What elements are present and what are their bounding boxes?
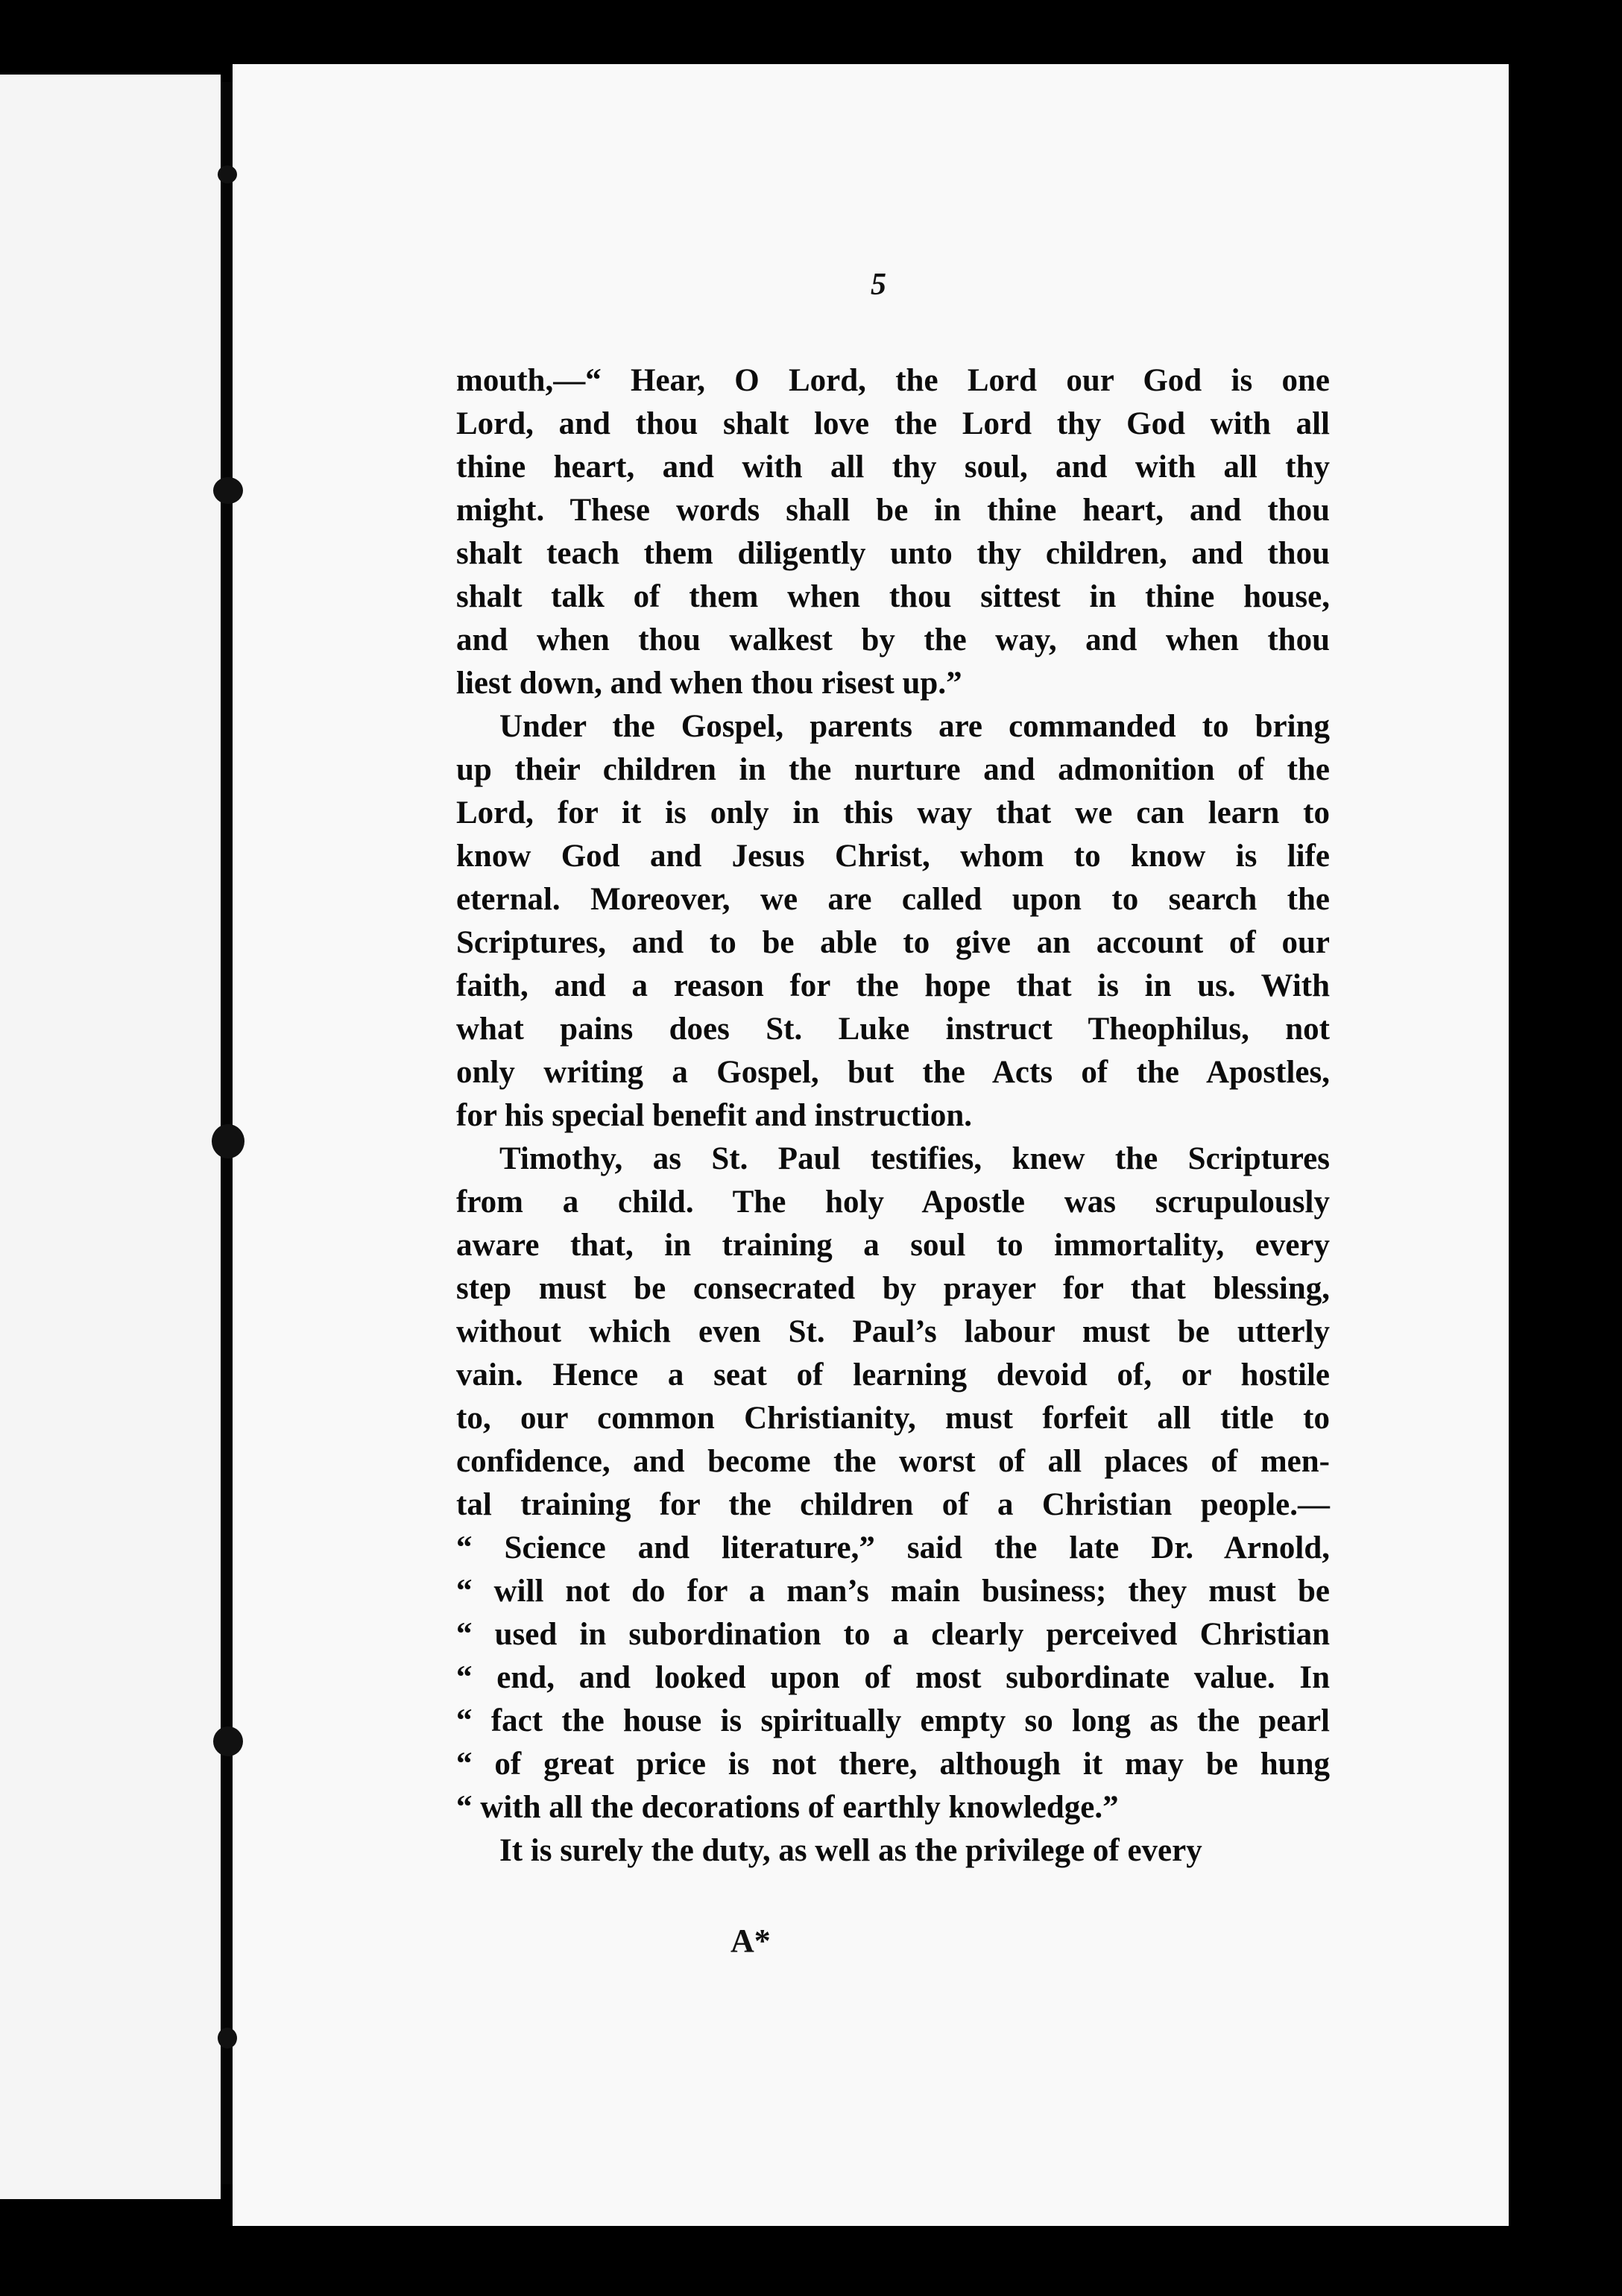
binding-mark-2 <box>213 477 243 504</box>
text-line: tal training for the children of a Christian people.— <box>456 1487 1330 1522</box>
text-line: “ of great price is not there, although it may be hung <box>456 1747 1330 1782</box>
text-line: to, our common Christianity, must forfeit all title to <box>456 1401 1330 1436</box>
text-line: might. These words shall be in thine heart, and thou <box>456 493 1330 528</box>
text-line: Scriptures, and to be able to give an account of our <box>456 925 1330 960</box>
text-line: from a child. The holy Apostle was scrupulously <box>456 1185 1330 1220</box>
text-line: step must be consecrated by prayer for that blessing, <box>456 1271 1330 1306</box>
binding-mark-3 <box>212 1124 244 1158</box>
text-line: thine heart, and with all thy soul, and with all thy <box>456 450 1330 485</box>
paragraph <box>456 1138 1330 1829</box>
text-line: Lord, and thou shalt love the Lord thy God with all <box>456 406 1330 441</box>
paragraph <box>456 1829 1330 1873</box>
text-line: for his special benefit and instruction. <box>456 1098 973 1133</box>
signature-mark: A* <box>730 1923 771 1959</box>
text-line: eternal. Moreover, we are called upon to search the <box>456 882 1330 917</box>
text-line: know God and Jesus Christ, whom to know is life <box>456 839 1330 874</box>
text-line: aware that, in training a soul to immortality, every <box>456 1228 1330 1263</box>
text-line: liest down, and when thou risest up.” <box>456 666 962 701</box>
text-line: only writing a Gospel, but the Acts of the Apostles, <box>456 1055 1330 1090</box>
text-line: “ fact the house is spiritually empty so long as the pearl <box>456 1703 1330 1738</box>
text-line: “ used in subordination to a clearly perceived Christian <box>456 1617 1330 1652</box>
text-line: “ end, and looked upon of most subordinate value. In <box>456 1660 1330 1695</box>
text-line: without which even St. Paul’s labour must be utterly <box>456 1314 1330 1349</box>
text-line: mouth,—“ Hear, O Lord, the Lord our God is one <box>456 363 1330 398</box>
binding-mark-5 <box>218 2028 237 2049</box>
left-page <box>0 75 221 2199</box>
text-line: It is surely the duty, as well as the privilege of every <box>499 1833 1202 1868</box>
text-line: “ Science and literature,” said the late Dr. Arnold, <box>456 1530 1330 1565</box>
body-text <box>456 359 1330 1873</box>
paragraph <box>456 359 1330 705</box>
text-line: Under the Gospel, parents are commanded to bring <box>499 709 1330 744</box>
text-line: “ with all the decorations of earthly knowledge.” <box>456 1790 1119 1825</box>
text-line: and when thou walkest by the way, and when thou <box>456 622 1330 657</box>
text-line: shalt talk of them when thou sittest in thine house, <box>456 579 1330 614</box>
text-line: confidence, and become the worst of all places of men- <box>456 1444 1330 1479</box>
binding-mark-4 <box>213 1726 243 1756</box>
text-line: up their children in the nurture and admonition of the <box>456 752 1330 787</box>
text-line: Timothy, as St. Paul testifies, knew the Scriptures <box>499 1141 1330 1176</box>
text-line: vain. Hence a seat of learning devoid of, or hostile <box>456 1357 1330 1393</box>
text-line: what pains does St. Luke instruct Theophilus, not <box>456 1012 1330 1047</box>
paragraph <box>456 705 1330 1138</box>
text-line: “ will not do for a man’s main business; they must be <box>456 1574 1330 1609</box>
page-number: 5 <box>871 268 886 302</box>
text-line: Lord, for it is only in this way that we can learn to <box>456 795 1330 830</box>
text-line: faith, and a reason for the hope that is in us. With <box>456 968 1330 1003</box>
binding-mark-1 <box>218 165 237 183</box>
text-line: shalt teach them diligently unto thy children, and thou <box>456 536 1330 571</box>
